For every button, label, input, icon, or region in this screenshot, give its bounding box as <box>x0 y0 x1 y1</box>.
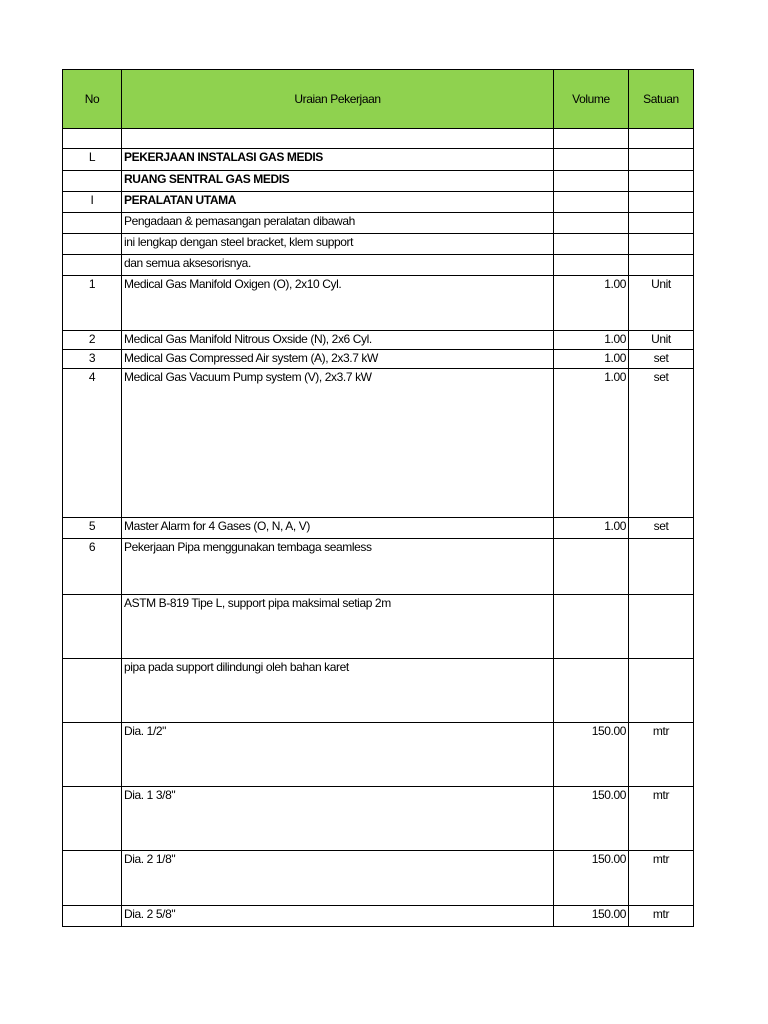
cell-satuan: set <box>629 369 694 518</box>
cell-uraian-pekerjaan: PERALATAN UTAMA <box>122 192 554 213</box>
header-volume: Volume <box>554 70 629 129</box>
cell-satuan <box>629 234 694 255</box>
table-row <box>63 595 694 659</box>
cell-no <box>63 255 122 276</box>
cell-satuan: Unit <box>629 331 694 350</box>
cell-no <box>63 129 122 149</box>
cell-no: 2 <box>63 331 122 350</box>
table-row <box>63 255 694 276</box>
table-row <box>63 331 694 350</box>
cell-volume <box>554 539 629 595</box>
cell-no <box>63 171 122 192</box>
bill-of-quantities-table <box>62 69 694 927</box>
cell-no: I <box>63 192 122 213</box>
table-row <box>63 518 694 539</box>
cell-satuan: mtr <box>629 787 694 851</box>
cell-uraian-pekerjaan <box>122 129 554 149</box>
table-row <box>63 539 694 595</box>
cell-no <box>63 851 122 906</box>
cell-satuan <box>629 255 694 276</box>
cell-satuan <box>629 129 694 149</box>
cell-no: 6 <box>63 539 122 595</box>
cell-volume <box>554 255 629 276</box>
table-row <box>63 659 694 723</box>
cell-volume: 150.00 <box>554 851 629 906</box>
table-row <box>63 192 694 213</box>
table-row <box>63 171 694 192</box>
header-no: No <box>63 70 122 129</box>
cell-no <box>63 659 122 723</box>
cell-volume: 150.00 <box>554 723 629 787</box>
cell-uraian-pekerjaan: Medical Gas Manifold Nitrous Oxside (N), 2x6 Cyl. <box>122 331 554 350</box>
table-row <box>63 149 694 171</box>
cell-volume: 150.00 <box>554 906 629 927</box>
table-row <box>63 213 694 234</box>
cell-satuan <box>629 213 694 234</box>
cell-volume <box>554 659 629 723</box>
table-row <box>63 129 694 149</box>
cell-volume <box>554 192 629 213</box>
cell-satuan: mtr <box>629 851 694 906</box>
cell-satuan: mtr <box>629 906 694 927</box>
cell-uraian-pekerjaan: Medical Gas Manifold Oxigen (O), 2x10 Cyl. <box>122 276 554 331</box>
cell-volume: 1.00 <box>554 276 629 331</box>
cell-uraian-pekerjaan: PEKERJAAN INSTALASI GAS MEDIS <box>122 149 554 171</box>
cell-no <box>63 723 122 787</box>
cell-uraian-pekerjaan: Dia. 2 5/8" <box>122 906 554 927</box>
cell-uraian-pekerjaan: Pengadaan & pemasangan peralatan dibawah <box>122 213 554 234</box>
cell-no <box>63 234 122 255</box>
cell-no <box>63 787 122 851</box>
cell-no <box>63 213 122 234</box>
cell-no: 1 <box>63 276 122 331</box>
cell-satuan: Unit <box>629 276 694 331</box>
cell-uraian-pekerjaan: Medical Gas Vacuum Pump system (V), 2x3.7 kW <box>122 369 554 518</box>
cell-volume: 1.00 <box>554 518 629 539</box>
cell-no <box>63 906 122 927</box>
table-row <box>63 350 694 369</box>
table-row <box>63 851 694 906</box>
cell-no: 3 <box>63 350 122 369</box>
table-header-row <box>63 70 694 129</box>
table-row <box>63 276 694 331</box>
table-row <box>63 369 694 518</box>
table-row <box>63 234 694 255</box>
cell-satuan <box>629 659 694 723</box>
table-row <box>63 723 694 787</box>
cell-satuan <box>629 192 694 213</box>
table-body <box>63 129 694 927</box>
cell-satuan <box>629 171 694 192</box>
cell-volume <box>554 213 629 234</box>
cell-satuan <box>629 539 694 595</box>
cell-uraian-pekerjaan: Dia. 2 1/8" <box>122 851 554 906</box>
header-uraian-pekerjaan: Uraian Pekerjaan <box>122 70 554 129</box>
cell-no: L <box>63 149 122 171</box>
header-satuan: Satuan <box>629 70 694 129</box>
cell-no: 5 <box>63 518 122 539</box>
cell-uraian-pekerjaan: ASTM B-819 Tipe L, support pipa maksimal setiap 2m <box>122 595 554 659</box>
cell-volume: 1.00 <box>554 369 629 518</box>
table-row <box>63 906 694 927</box>
cell-volume <box>554 234 629 255</box>
cell-satuan: set <box>629 350 694 369</box>
cell-uraian-pekerjaan: Medical Gas Compressed Air system (A), 2x3.7 kW <box>122 350 554 369</box>
cell-no <box>63 595 122 659</box>
cell-uraian-pekerjaan: Pekerjaan Pipa menggunakan tembaga seamless <box>122 539 554 595</box>
cell-volume: 150.00 <box>554 787 629 851</box>
cell-volume <box>554 171 629 192</box>
cell-uraian-pekerjaan: pipa pada support dilindungi oleh bahan karet <box>122 659 554 723</box>
cell-uraian-pekerjaan: Master Alarm for 4 Gases (O, N, A, V) <box>122 518 554 539</box>
cell-volume <box>554 149 629 171</box>
cell-satuan: set <box>629 518 694 539</box>
cell-volume <box>554 595 629 659</box>
cell-uraian-pekerjaan: RUANG SENTRAL GAS MEDIS <box>122 171 554 192</box>
cell-volume: 1.00 <box>554 350 629 369</box>
cell-volume: 1.00 <box>554 331 629 350</box>
cell-uraian-pekerjaan: ini lengkap dengan steel bracket, klem support <box>122 234 554 255</box>
cell-uraian-pekerjaan: Dia. 1 3/8" <box>122 787 554 851</box>
cell-uraian-pekerjaan: dan semua aksesorisnya. <box>122 255 554 276</box>
cell-volume <box>554 129 629 149</box>
cell-satuan: mtr <box>629 723 694 787</box>
cell-satuan <box>629 149 694 171</box>
cell-uraian-pekerjaan: Dia. 1/2" <box>122 723 554 787</box>
cell-satuan <box>629 595 694 659</box>
table-row <box>63 787 694 851</box>
cell-no: 4 <box>63 369 122 518</box>
